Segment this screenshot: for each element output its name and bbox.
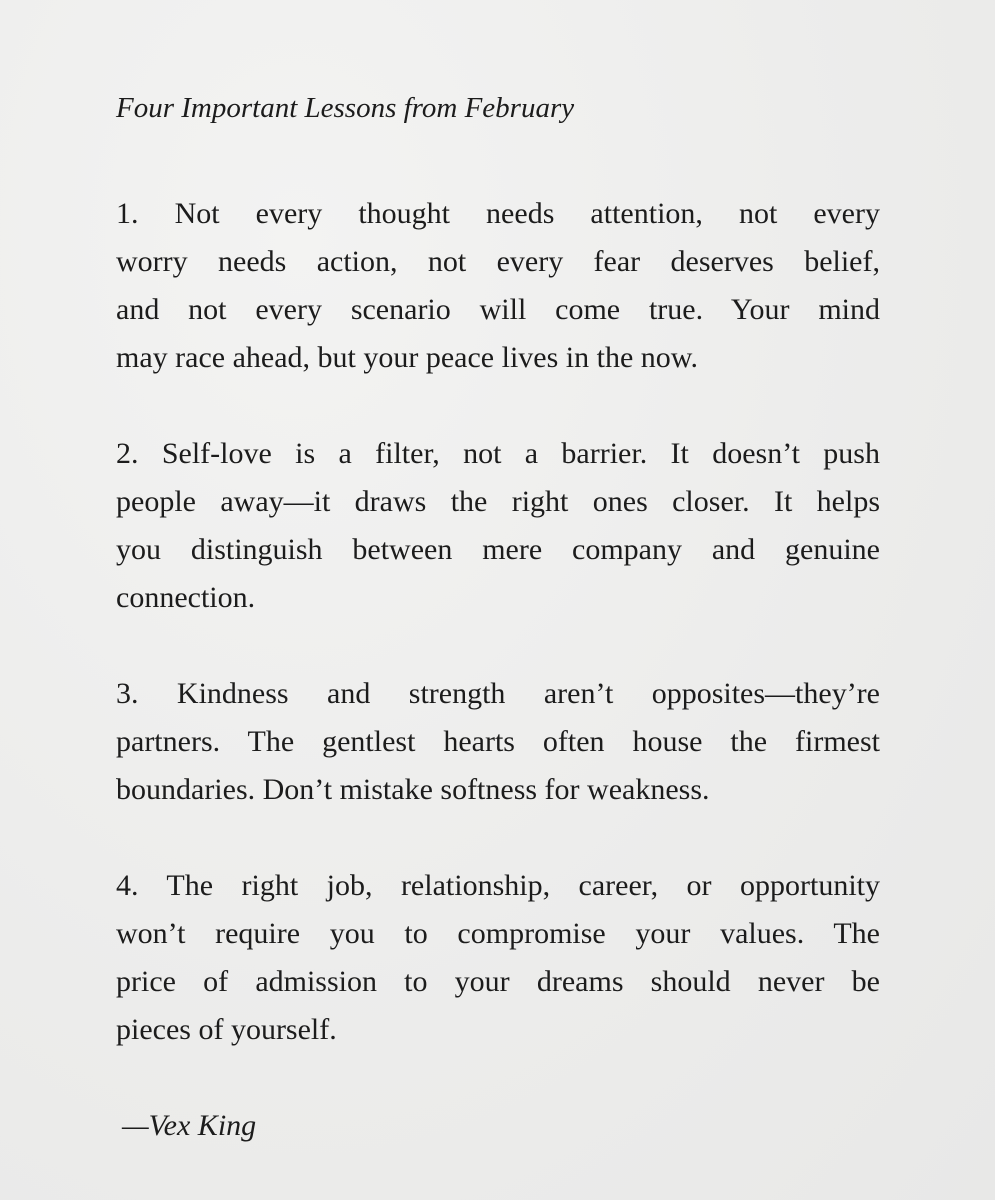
lesson-line: 3. Kindness and strength aren’t opposites—they’re xyxy=(116,677,880,710)
lesson-paragraph xyxy=(116,430,880,622)
lesson-line: price of admission to your dreams should never be xyxy=(116,965,880,998)
lesson-line: boundaries. Don’t mistake softness for weakness. xyxy=(116,773,710,806)
document-page xyxy=(116,86,880,1150)
author-signature: —Vex King xyxy=(122,1109,257,1142)
lesson-line: people away—it draws the right ones closer. It helps xyxy=(116,485,880,518)
lesson-line: won’t require you to compromise your values. The xyxy=(116,917,880,950)
lesson-line: worry needs action, not every fear deserves belief, xyxy=(116,245,880,278)
lesson-line: may race ahead, but your peace lives in the now. xyxy=(116,341,698,374)
lesson-line: you distinguish between mere company and genuine xyxy=(116,533,880,566)
lesson-line: partners. The gentlest hearts often house the firmest xyxy=(116,725,880,758)
lesson-line: connection. xyxy=(116,581,256,614)
lesson-line: 2. Self-love is a filter, not a barrier. It doesn’t push xyxy=(116,437,880,470)
document-title: Four Important Lessons from February xyxy=(116,92,575,124)
lesson-paragraph xyxy=(116,190,880,382)
lessons-list xyxy=(116,190,880,1054)
lesson-line: 1. Not every thought needs attention, not every xyxy=(116,197,880,230)
lesson-paragraph xyxy=(116,862,880,1054)
lesson-line: and not every scenario will come true. Your mind xyxy=(116,293,880,326)
lesson-paragraph xyxy=(116,670,880,814)
lesson-line: 4. The right job, relationship, career, or opportunity xyxy=(116,869,880,902)
lesson-line: pieces of yourself. xyxy=(116,1013,337,1046)
